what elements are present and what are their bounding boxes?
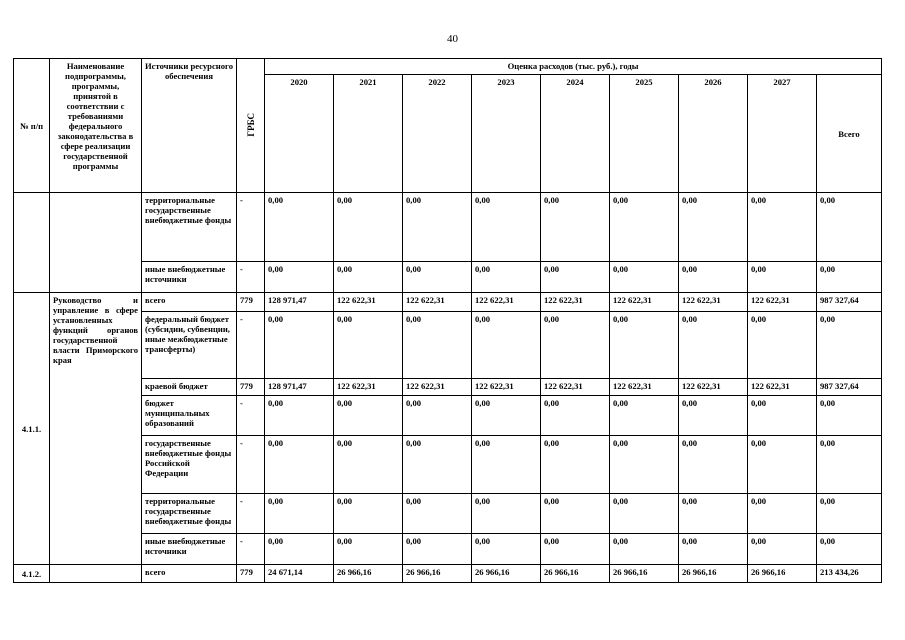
header-name: Наименование подпрограммы, программы, принятой в соответствии с требованиями федерального законодательства в сфере реализации государственной программы [50,59,142,193]
value-cell: 24 671,14 [265,565,334,583]
total-cell: 0,00 [817,534,882,565]
total-cell: 0,00 [817,436,882,494]
source-cell: иные внебюджетные источники [142,262,237,293]
total-cell: 987 327,64 [817,293,882,312]
grbs-cell: 779 [237,293,265,312]
source-cell: всего [142,565,237,583]
value-cell: 26 966,16 [610,565,679,583]
source-cell: территориальные государственные внебюджетные фонды [142,494,237,534]
value-cell: 0,00 [679,262,748,293]
table-row [14,193,882,262]
value-cell: 122 622,31 [472,293,541,312]
table-row [14,565,882,583]
table-row [14,436,882,494]
value-cell: 0,00 [472,494,541,534]
value-cell: 0,00 [472,262,541,293]
value-cell: 0,00 [334,534,403,565]
year-header: 2023 [472,75,541,193]
value-cell: 0,00 [403,396,472,436]
grbs-cell: - [237,436,265,494]
grbs-label: ГРБС [245,112,256,137]
value-cell: 0,00 [610,494,679,534]
total-cell: 0,00 [817,262,882,293]
value-cell: 0,00 [541,193,610,262]
value-cell: 0,00 [610,436,679,494]
value-cell: 26 966,16 [748,565,817,583]
value-cell: 0,00 [403,494,472,534]
row-name-cell [50,193,142,293]
grbs-cell: - [237,494,265,534]
value-cell: 0,00 [748,436,817,494]
value-cell: 122 622,31 [472,379,541,396]
value-cell: 0,00 [679,312,748,379]
value-cell: 0,00 [610,312,679,379]
source-cell: территориальные государственные внебюджетные фонды [142,193,237,262]
value-cell: 26 966,16 [541,565,610,583]
value-cell: 0,00 [403,534,472,565]
value-cell: 122 622,31 [679,293,748,312]
value-cell: 0,00 [334,436,403,494]
value-cell: 0,00 [403,262,472,293]
total-cell: 0,00 [817,396,882,436]
header-np: № п/п [14,59,50,193]
page-number: 40 [447,33,458,45]
source-cell: иные внебюджетные источники [142,534,237,565]
value-cell: 26 966,16 [472,565,541,583]
source-cell: федеральный бюджет (субсидии, субвенции, иные межбюджетные трансферты) [142,312,237,379]
value-cell: 26 966,16 [679,565,748,583]
row-number-cell [14,193,50,293]
value-cell: 128 971,47 [265,379,334,396]
value-cell: 0,00 [748,396,817,436]
value-cell: 0,00 [334,396,403,436]
year-header: 2024 [541,75,610,193]
year-header: 2021 [334,75,403,193]
table-row [14,534,882,565]
value-cell: 122 622,31 [334,379,403,396]
value-cell: 0,00 [334,262,403,293]
source-cell: всего [142,293,237,312]
table-row [14,379,882,396]
value-cell: 0,00 [334,312,403,379]
value-cell: 0,00 [265,193,334,262]
value-cell: 26 966,16 [403,565,472,583]
row-name-cell: Руководство и управление в сфере установленных функций органов государственной власти Приморского края [50,293,142,565]
value-cell: 122 622,31 [748,293,817,312]
value-cell: 0,00 [679,436,748,494]
value-cell: 122 622,31 [610,293,679,312]
value-cell: 0,00 [748,193,817,262]
value-cell: 0,00 [610,396,679,436]
total-cell: 0,00 [817,312,882,379]
source-cell: государственные внебюджетные фонды Российской Федерации [142,436,237,494]
value-cell: 0,00 [541,312,610,379]
value-cell: 0,00 [541,494,610,534]
value-cell: 0,00 [748,534,817,565]
value-cell: 122 622,31 [541,379,610,396]
value-cell: 0,00 [265,396,334,436]
value-cell: 0,00 [610,193,679,262]
value-cell: 0,00 [748,312,817,379]
value-cell: 122 622,31 [403,379,472,396]
value-cell: 122 622,31 [541,293,610,312]
grbs-cell: - [237,193,265,262]
value-cell: 0,00 [541,436,610,494]
value-cell: 0,00 [610,262,679,293]
value-cell: 0,00 [265,436,334,494]
total-cell: 213 434,26 [817,565,882,583]
table-row [14,494,882,534]
year-header: 2026 [679,75,748,193]
value-cell: 122 622,31 [334,293,403,312]
value-cell: 0,00 [472,436,541,494]
value-cell: 0,00 [679,534,748,565]
value-cell: 0,00 [679,396,748,436]
value-cell: 0,00 [472,396,541,436]
source-cell: бюджет муниципальных образований [142,396,237,436]
value-cell: 0,00 [610,534,679,565]
value-cell: 0,00 [472,193,541,262]
grbs-cell: - [237,312,265,379]
value-cell: 122 622,31 [610,379,679,396]
year-header: 2020 [265,75,334,193]
value-cell: 0,00 [472,534,541,565]
grbs-cell: - [237,262,265,293]
row-name-cell [50,565,142,583]
table-row [14,396,882,436]
value-cell: 0,00 [265,534,334,565]
budget-table [13,58,882,583]
year-header: 2022 [403,75,472,193]
value-cell: 0,00 [748,494,817,534]
value-cell: 0,00 [748,262,817,293]
grbs-cell: - [237,396,265,436]
total-cell: 0,00 [817,193,882,262]
table-row [14,262,882,293]
value-cell: 128 971,47 [265,293,334,312]
value-cell: 0,00 [472,312,541,379]
value-cell: 0,00 [265,494,334,534]
value-cell: 122 622,31 [403,293,472,312]
row-number-cell: 4.1.1. [14,293,50,565]
total-cell: 0,00 [817,494,882,534]
value-cell: 0,00 [679,494,748,534]
table-row [14,312,882,379]
total-header: Всего [817,75,882,193]
value-cell: 0,00 [541,262,610,293]
value-cell: 0,00 [265,312,334,379]
year-header: 2025 [610,75,679,193]
table-row [14,293,882,312]
header-grbs [237,59,265,193]
row-number-cell: 4.1.2. [14,565,50,583]
grbs-cell: 779 [237,379,265,396]
header-estimate: Оценка расходов (тыс. руб.), годы [265,59,882,75]
value-cell: 0,00 [541,534,610,565]
value-cell: 0,00 [403,312,472,379]
value-cell: 0,00 [265,262,334,293]
grbs-cell: 779 [237,565,265,583]
value-cell: 0,00 [679,193,748,262]
value-cell: 0,00 [334,494,403,534]
grbs-cell: - [237,534,265,565]
value-cell: 0,00 [541,396,610,436]
value-cell: 0,00 [334,193,403,262]
value-cell: 122 622,31 [679,379,748,396]
value-cell: 122 622,31 [748,379,817,396]
value-cell: 0,00 [403,436,472,494]
value-cell: 0,00 [403,193,472,262]
total-cell: 987 327,64 [817,379,882,396]
header-source: Источники ресурсного обеспечения [142,59,237,193]
year-header: 2027 [748,75,817,193]
value-cell: 26 966,16 [334,565,403,583]
source-cell: краевой бюджет [142,379,237,396]
